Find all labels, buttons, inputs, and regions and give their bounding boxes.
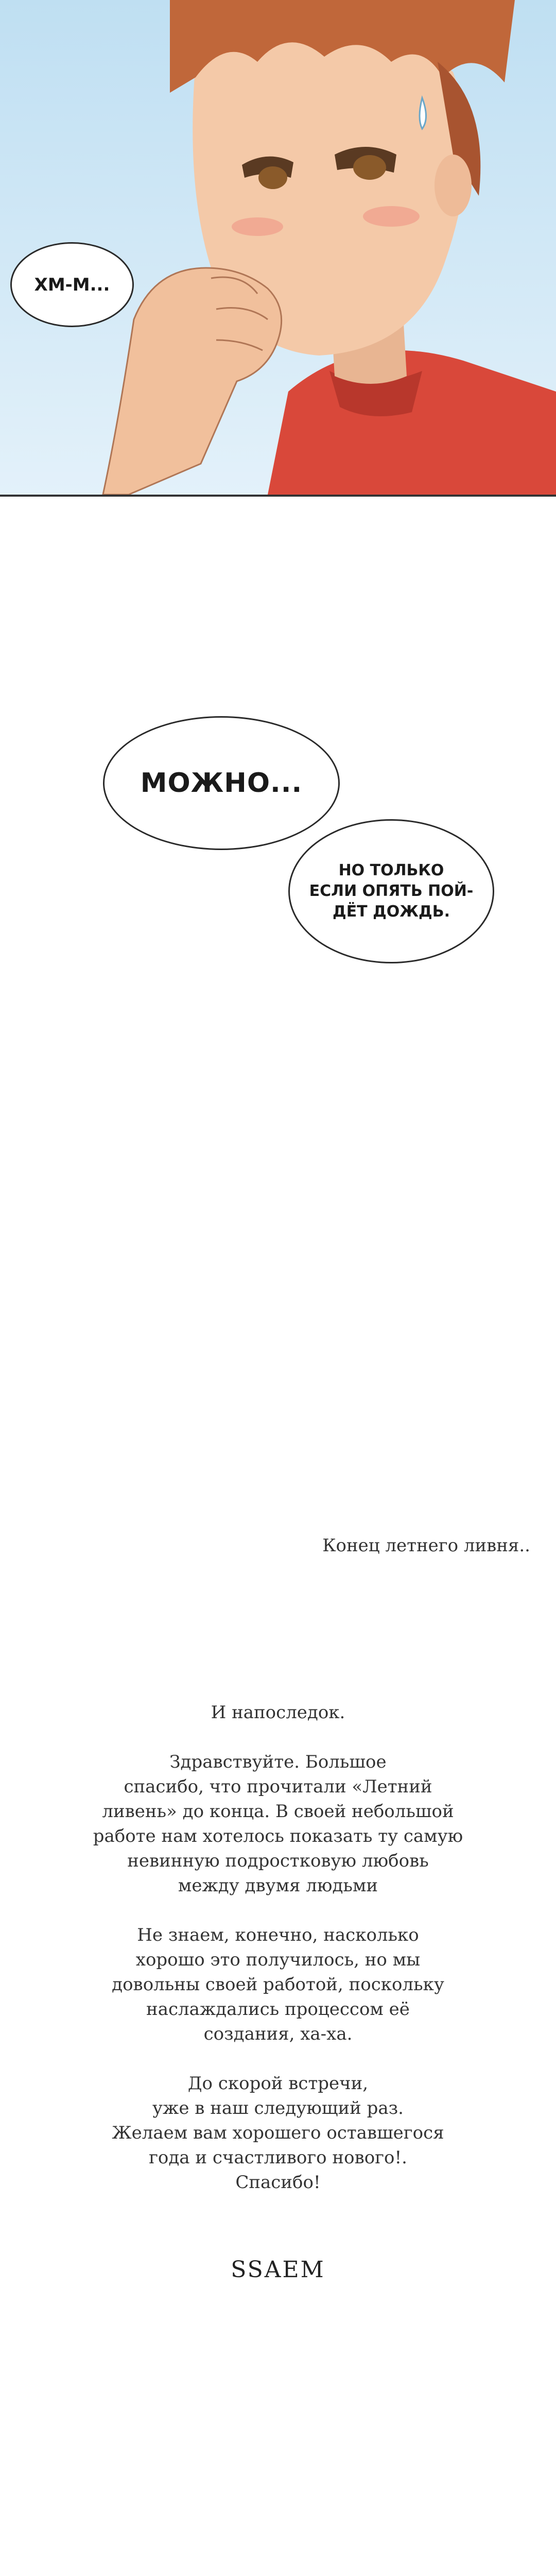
note-paragraph: Не знаем, конечно, насколько хорошо это получилось, но мы довольны своей работой, поскольку наслаждались процессом её создания, ха-ха. xyxy=(112,1925,444,2044)
note-paragraph: До скорой встречи, уже в наш следующий раз. Желаем вам хорошего оставшегося года и счастливого нового!. Спасибо! xyxy=(112,2073,444,2193)
speech-bubble-text: ХМ-М... xyxy=(34,274,110,295)
end-title: Конец летнего ливня.. xyxy=(322,1535,530,1556)
speech-bubble-hmm xyxy=(10,242,134,327)
comic-panel-thinking xyxy=(0,0,556,497)
note-intro: И напоследок. xyxy=(211,1702,345,1723)
speech-bubble-only-if-rain: НО ТОЛЬКО ЕСЛИ ОПЯТЬ ПОЙ- ДЁТ ДОЖДЬ. xyxy=(288,819,494,963)
note-paragraph: Здравствуйте. Большое спасибо, что прочитали «Летний ливень» до конца. В своей небольшой работе нам хотелось показать ту самую невинную подростковую любовь между двумя людьми xyxy=(93,1752,463,1896)
author-note xyxy=(0,1700,556,2219)
speech-bubble-maybe: МОЖНО... xyxy=(103,716,340,850)
signature: SSAEM xyxy=(231,2257,325,2283)
